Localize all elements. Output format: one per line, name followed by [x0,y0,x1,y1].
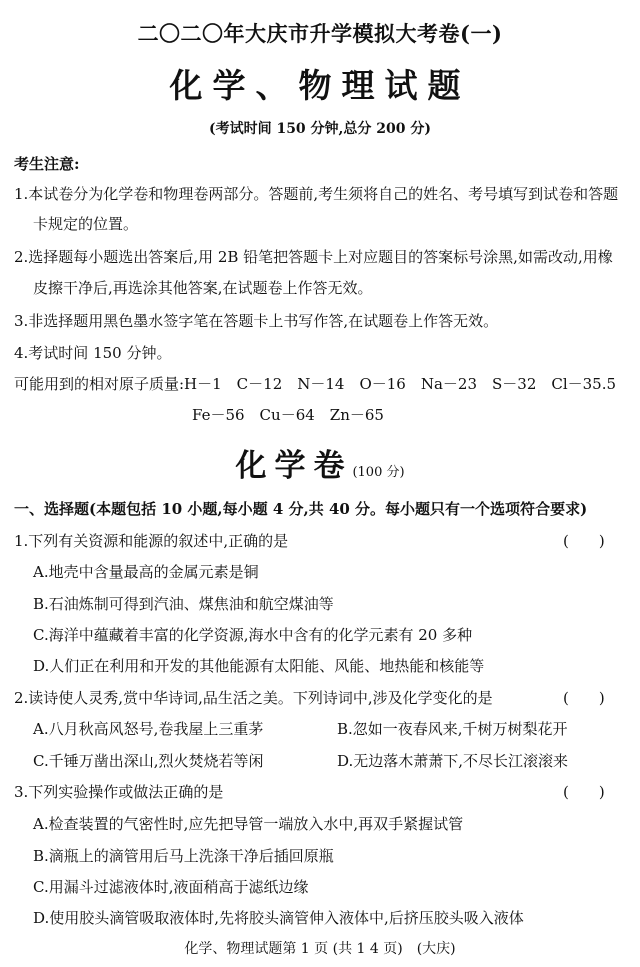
section-name: 化学卷 [235,448,353,484]
answer-paren: ( ) [563,783,605,801]
q2-option-b: B.忽如一夜春风来,千树万树梨花开 [337,720,568,738]
q2-option-c: C.千锤万凿出深山,烈火焚烧若等闲 [33,752,264,770]
page-title: 化学、物理试题 [169,66,471,105]
atomic-mass-line-2: Fe－56 Cu－64 Zn－65 [192,406,384,424]
notice-item-3: 3.非选择题用黑色墨水签字笔在答题卡上书写作答,在试题卷上作答无效。 [14,312,499,330]
notice-item-4: 4.考试时间 150 分钟。 [14,344,172,362]
notice-item-1: 1.本试卷分为化学卷和物理卷两部分。答题前,考生须将自己的姓名、考号填写到试卷和答题 [14,185,619,203]
atomic-mass-line-1: 可能用到的相对原子质量:H－1 C－12 N－14 O－16 Na－23 S－32 Cl－35.5 [14,375,617,393]
exam-duration-note: (考试时间 150 分钟,总分 200 分) [208,121,432,137]
question-2-stem: 2.读诗使人灵秀,赏中华诗词,品生活之美。下列诗词中,涉及化学变化的是 [14,689,493,707]
part-heading: 一、选择题(本题包括 10 小题,每小题 4 分,共 40 分。每小题只有一个选项符合要求) [14,500,588,518]
notice-heading: 考生注意: [14,155,80,173]
exam-name: 二〇二〇年大庆市升学模拟大考卷(一) [137,21,503,46]
notice-item-2-cont: 皮擦干净后,再选涂其他答案,在试题卷上作答无效。 [33,279,373,297]
q2-option-a: A.八月秋高风怒号,卷我屋上三重茅 [33,720,264,738]
q1-option-b: B.石油炼制可得到汽油、煤焦油和航空煤油等 [33,595,334,613]
answer-paren: ( ) [563,689,605,707]
question-1-stem: 1.下列有关资源和能源的叙述中,正确的是 [14,532,289,550]
question-3-stem: 3.下列实验操作或做法正确的是 [14,783,224,801]
section-score: (100 分) [352,465,405,480]
section-title [0,440,640,485]
q3-option-d: D.使用胶头滴管吸取液体时,先将胶头滴管伸入液体中,后挤压胶头吸入液体 [33,909,524,927]
q1-option-a: A.地壳中含量最高的金属元素是铜 [33,563,259,581]
q1-option-d: D.人们正在利用和开发的其他能源有太阳能、风能、地热能和核能等 [33,657,485,675]
q1-option-c: C.海洋中蕴藏着丰富的化学资源,海水中含有的化学元素有 20 多种 [33,626,473,644]
q2-option-d: D.无边落木萧萧下,不尽长江滚滚来 [337,752,569,770]
notice-item-2: 2.选择题每小题选出答案后,用 2B 铅笔把答题卡上对应题目的答案标号涂黑,如需改动,用橡 [14,248,613,266]
q3-option-b: B.滴瓶上的滴管用后马上洗涤干净后插回原瓶 [33,847,334,865]
q3-option-a: A.检查装置的气密性时,应先把导管一端放入水中,再双手紧握试管 [33,815,464,833]
page-footer: 化学、物理试题第 1 页 (共 1 4 页) (大庆) [184,941,456,957]
q3-option-c: C.用漏斗过滤液体时,液面稍高于滤纸边缘 [33,878,309,896]
answer-paren: ( ) [563,532,605,550]
notice-item-1-cont: 卡规定的位置。 [33,215,139,233]
